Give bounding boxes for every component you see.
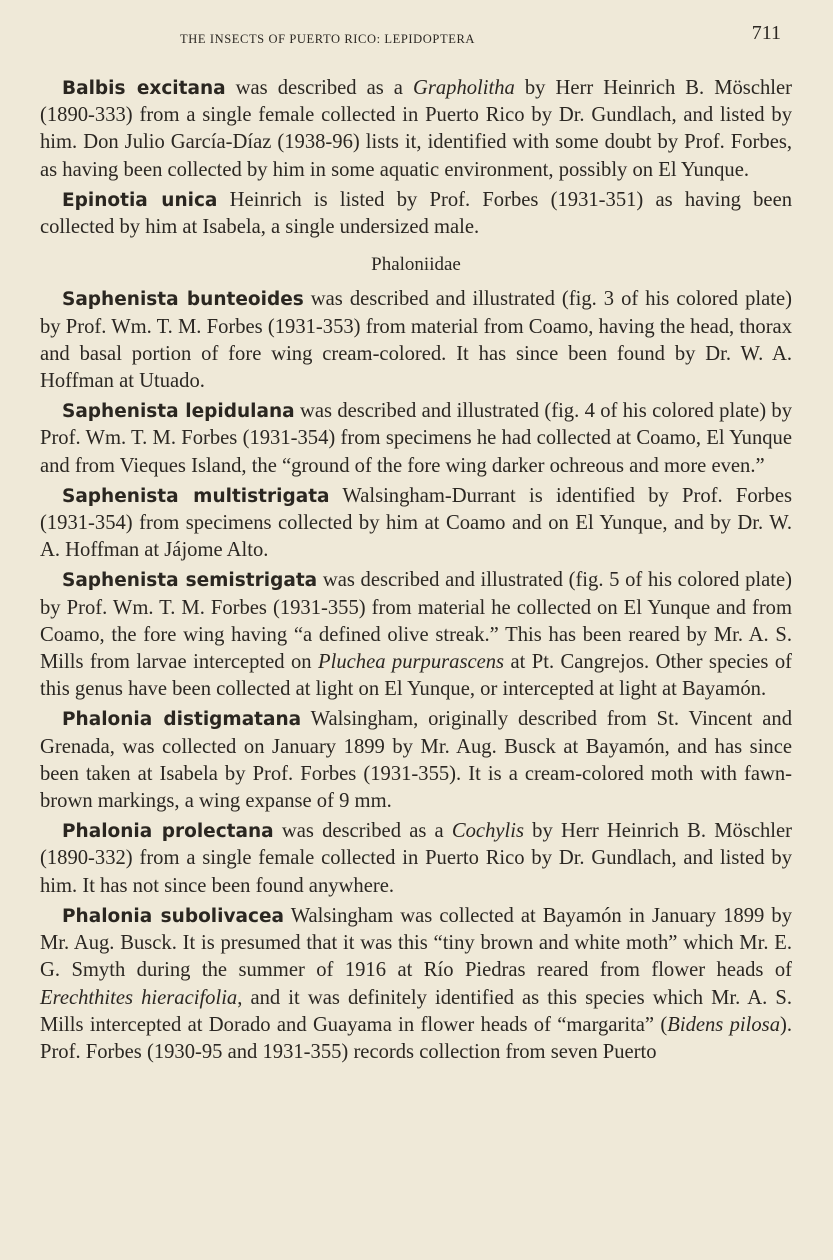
paragraph-text: was described and illustrated (fig. 5 of his colored plate) by Prof. Wm. T. M. Forbes (1931-355) from material he collected on El Yunque and from Coamo, the fore wing having “a defined olive streak.” This has been reared by Mr. A. S. Mills from larvae intercepted on <box>40 569 792 674</box>
page-number: 711 <box>751 22 781 44</box>
paragraph-balbis-excitana <box>40 75 792 184</box>
paragraph-epinotia-unica <box>40 187 792 241</box>
species-name: Saphenista multistrigata <box>62 485 330 507</box>
paragraph-text: ). Prof. Forbes (1930-95 and 1931-355) records collection from seven Puerto <box>40 1013 793 1063</box>
paragraph-phalonia-distigmatana <box>40 706 792 815</box>
paragraph-text: was described and illustrated (fig. 4 of his colored plate) by Prof. Wm. T. M. Forbes (1931-354) from specimens he had collected at Coamo, El Yunque and from Vieques Island, the “ground of the fore wing darker ochreous and more even.” <box>40 400 792 477</box>
paragraph-text: by Herr Heinrich B. Möschler (1890-332) from a single female collected in Puerto Rico by Dr. Gundlach, and listed by him. It has not since been found anywhere. <box>40 820 792 897</box>
paragraph-text: Walsingham was collected at Bayamón in January 1899 by Mr. Aug. Busck. It is presumed that it was this “tiny brown and white moth” which Mr. E. G. Smyth during the summer of 1916 at Río Piedras reared from flower heads of <box>40 904 792 982</box>
species-name: Epinotia unica <box>62 189 218 211</box>
species-name: Saphenista bunteoides <box>62 289 304 311</box>
paragraph-text: Walsingham-Durrant is identified by Prof. Forbes (1931-354) from specimens collected by him at Coamo and on El Yunque, and by Dr. W. A. Hoffman at Jájome Alto. <box>40 484 792 562</box>
paragraph-phalonia-subolivacea <box>40 903 792 1066</box>
paragraph-text: was described and illustrated (fig. 3 of his colored plate) by Prof. Wm. T. M. Forbes (1931-353) from material from Coamo, having the head, thorax and basal portion of fore wing cream-colored. It has since been found by Dr. W. A. Hoffman at Utuado. <box>40 288 792 393</box>
paragraph-saphenista-semistrigata <box>40 567 792 703</box>
paragraph-saphenista-lepidulana <box>40 398 792 480</box>
genus-italic: Cochylis <box>451 820 524 843</box>
species-name: Phalonia subolivacea <box>62 905 285 927</box>
plant-name-italic: Pluchea purpurascens <box>318 651 505 674</box>
species-name: Balbis excitana <box>62 78 226 99</box>
running-head <box>180 22 793 52</box>
paragraph-text: at Pt. Cangrejos. Other species of this genus have been collected at light on El Yunque, or intercepted at light at Bayamón. <box>40 651 792 701</box>
body-text <box>40 75 792 1066</box>
paragraph-saphenista-multistrigata <box>40 483 792 565</box>
running-title: THE INSECTS OF PUERTO RICO: LEPIDOPTERA <box>180 32 476 46</box>
species-name: Phalonia prolectana <box>62 821 274 843</box>
paragraph-saphenista-bunteoides <box>40 286 792 395</box>
species-name: Saphenista semistrigata <box>62 570 318 592</box>
species-name: Saphenista lepidulana <box>62 401 295 423</box>
paragraph-text: was described as a <box>225 77 413 99</box>
plant-name-italic: Bidens pilosa <box>667 1013 780 1036</box>
species-name: Phalonia distigmatana <box>62 709 302 731</box>
paragraph-text: by Herr Heinrich B. Möschler (1890-333) from a single female collected in Puerto Rico by Dr. Gundlach, and listed by him. Don Julio García-Díaz (1938-96) lists it, identified with some doubt by Prof. Forbes, as having been collected by him in some aquatic environment, possibly on El Yunque. <box>40 77 792 181</box>
paragraph-text: Heinrich is listed by Prof. Forbes (1931-351) as having been collected by him at Isabela, a single undersized male. <box>40 188 793 239</box>
section-heading: Phaloniidae <box>371 254 461 276</box>
genus-italic: Grapholitha <box>412 77 515 99</box>
paragraph-text: , and it was definitely identified as this species which Mr. A. S. Mills intercepted at Dorado and Guayama in flower heads of “margarita” ( <box>40 986 792 1036</box>
paragraph-phalonia-prolectana <box>40 818 792 900</box>
paragraph-text: Walsingham, originally described from St. Vincent and Grenada, was collected on January 1899 by Mr. Aug. Busck at Bayamón, and has since been taken at Isabela by Prof. Forbes (1931-355). It is a cream-colored moth with fawn-brown markings, a wing expanse of 9 mm. <box>40 708 792 813</box>
paragraph-text: was described as a <box>273 820 452 843</box>
plant-name-italic: Erechthites hieracifolia <box>40 986 238 1009</box>
